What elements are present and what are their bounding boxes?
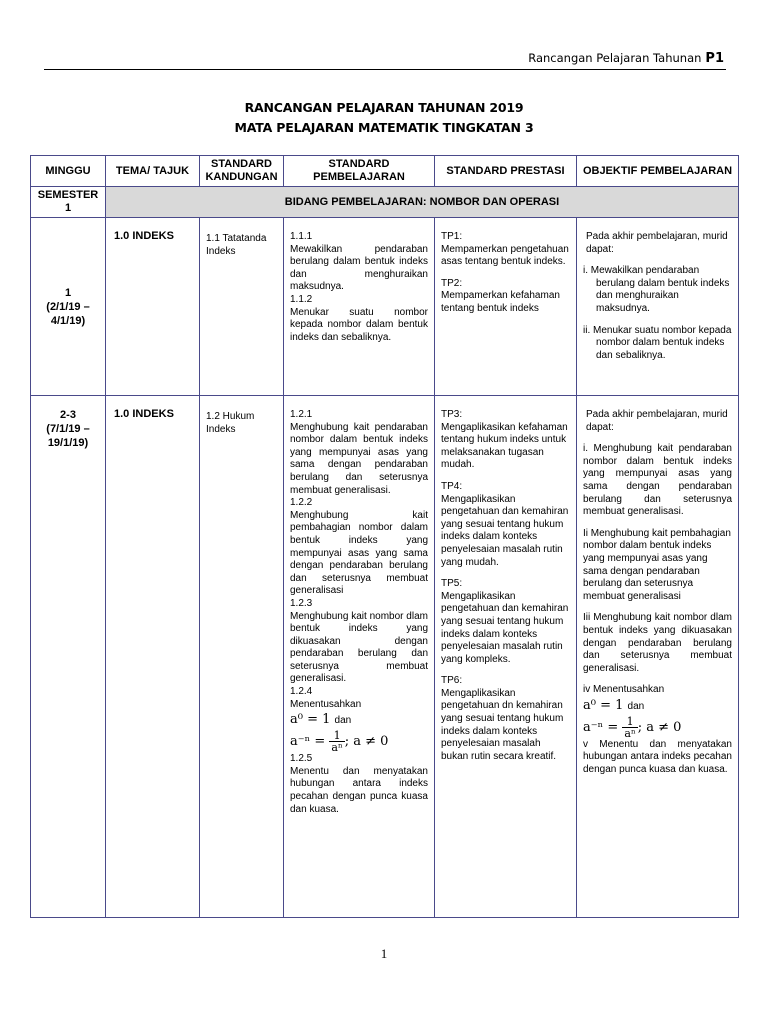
- math-formula-a0: a⁰ = 1 dan: [583, 697, 645, 713]
- week-cell: 1 (2/1/19 – 4/1/19): [31, 218, 106, 396]
- semester-cell: SEMESTER 1: [31, 187, 106, 218]
- table-header-row: [31, 156, 739, 187]
- lesson-plan-table: [30, 155, 739, 918]
- col-header-content-standard: STANDARD KANDUNGAN: [200, 156, 284, 187]
- week-cell: 2-3 (7/1/19 – 19/1/19): [31, 396, 106, 918]
- header-tag: P1: [705, 51, 724, 66]
- math-formula-a0: a⁰ = 1 dan: [290, 712, 352, 728]
- theme-cell: 1.0 INDEKS: [106, 218, 200, 396]
- page-number: 1: [380, 946, 388, 961]
- content-standard-cell: 1.2 Hukum Indeks: [200, 396, 284, 918]
- page-header: [44, 50, 726, 70]
- learning-standard-cell: 1.2.1 Menghubung kait pendaraban nombor dalam bentuk indeks yang mempunyai asas yang sama dengan pendaraban berulang dan seterusnya membuat generalisasi. 1.2.2 Menghubung kait pembahagian nombor dalam bentuk indeks yang mempunyai asas yang sama dengan pendaraban berulang dan seterusnya membuat generalisasi 1.2.3 Menghubung kait nombor dlam bentuk indeks yang dikuasakan dengan pendaraban berulang dan seterusnya membuat generalisasi. 1.2.4 Menentusahkan a⁰ = 1 dan a⁻ⁿ = $\frac{1}{\text{aⁿ}}$ ; a ≠ 0 1.2.5 Menentu dan menyatakan hubungan antara indeks pecahan dengan punca kuasa dan kuasa.: [284, 396, 435, 918]
- title-line-2: MATA PELAJARAN MATEMATIK TINGKATAN 3: [234, 120, 534, 135]
- title-line-1: RANCANGAN PELAJARAN TAHUNAN 2019: [244, 100, 524, 115]
- math-formula-negative-exponent: a⁻ⁿ = $\frac{1}{\text{aⁿ}}$ ; a ≠ 0: [290, 729, 389, 755]
- learning-area-cell: BIDANG PEMBELAJARAN: NOMBOR DAN OPERASI: [106, 187, 739, 218]
- col-header-theme: TEMA/ TAJUK: [106, 156, 200, 187]
- content-standard-cell: 1.1 Tatatanda Indeks: [200, 218, 284, 396]
- math-formula-negative-exponent: a⁻ⁿ = $\frac{1}{\text{aⁿ}}$ ; a ≠ 0: [583, 714, 682, 740]
- col-header-week: MINGGU: [31, 156, 106, 187]
- header-title: Rancangan Pelajaran Tahunan P1: [528, 51, 724, 66]
- learning-objective-cell: Pada akhir pembelajaran, murid dapat: i. Menghubung kait pendaraban nombor dalam bentuk indeks yang mempunyai asas yang sama dengan pendaraban berulang dan seterusnya membuat generalisasi. Ii Menghubung kait pembahagian nombor dalam bentuk indeks yang mempunyai asas yang sama dengan pendaraban berulang dan seterusnya membuat generalisasi Iii Menghubung kait nombor dlam bentuk indeks yang dikuasakan dengan pendaraban berulang dan seterusnya membuat generalisasi. iv Menentusahkan a⁰ = 1 dan a⁻ⁿ = $\frac{1}{\text{aⁿ}}$ ; a ≠ 0 v Menentu dan menyatakan hubungan antara indeks pecahan dengan punca kuasa dan kuasa.: [577, 396, 739, 918]
- col-header-learning-standard: STANDARD PEMBELAJARAN: [284, 156, 435, 187]
- document-title: [0, 98, 768, 138]
- performance-standard-cell: TP1: Mempamerkan pengetahuan asas tentang bentuk indeks. TP2: Mempamerkan kefahaman tentang bentuk indeks: [435, 218, 577, 396]
- performance-standard-cell: TP3: Mengaplikasikan kefahaman tentang hukum indeks untuk melaksanakan tugasan mudah. TP4: Mengaplikasikan pengetahuan dan kemahiran yang sesuai tentang hukum indeks dalam konteks penyelesaian masalah rutin yang mudah. TP5: Mengaplikasikan pengetahuan dan kemahiran yang sesuai tentang hukum indeks dalam konteks penyelesaian masalah rutin yang kompleks. TP6: Mengaplikasikan pengetahuan dn kemahiran yang sesuai tentang hukum indeks dalam konteks penyelesaian masalah bukan rutin secara kreatif.: [435, 396, 577, 918]
- learning-objective-cell: Pada akhir pembelajaran, murid dapat: i. Mewakilkan pendaraban berulang dalam bentuk indeks dan menghuraikan maksudnya. ii. Menukar suatu nombor kepada nombor dalam bentuk indeks dan sebaliknya.: [577, 218, 739, 396]
- theme-cell: 1.0 INDEKS: [106, 396, 200, 918]
- col-header-learning-objective: OBJEKTIF PEMBELAJARAN: [577, 156, 739, 187]
- table-row: [31, 218, 739, 396]
- table-row: [31, 396, 739, 918]
- semester-row: [31, 187, 739, 218]
- learning-standard-cell: 1.1.1 Mewakilkan pendaraban berulang dalam bentuk indeks dan menghuraikan maksudnya. 1.1.2 Menukar suatu nombor kepada nombor dalam bentuk indeks dan sebaliknya.: [284, 218, 435, 396]
- col-header-performance-standard: STANDARD PRESTASI: [435, 156, 577, 187]
